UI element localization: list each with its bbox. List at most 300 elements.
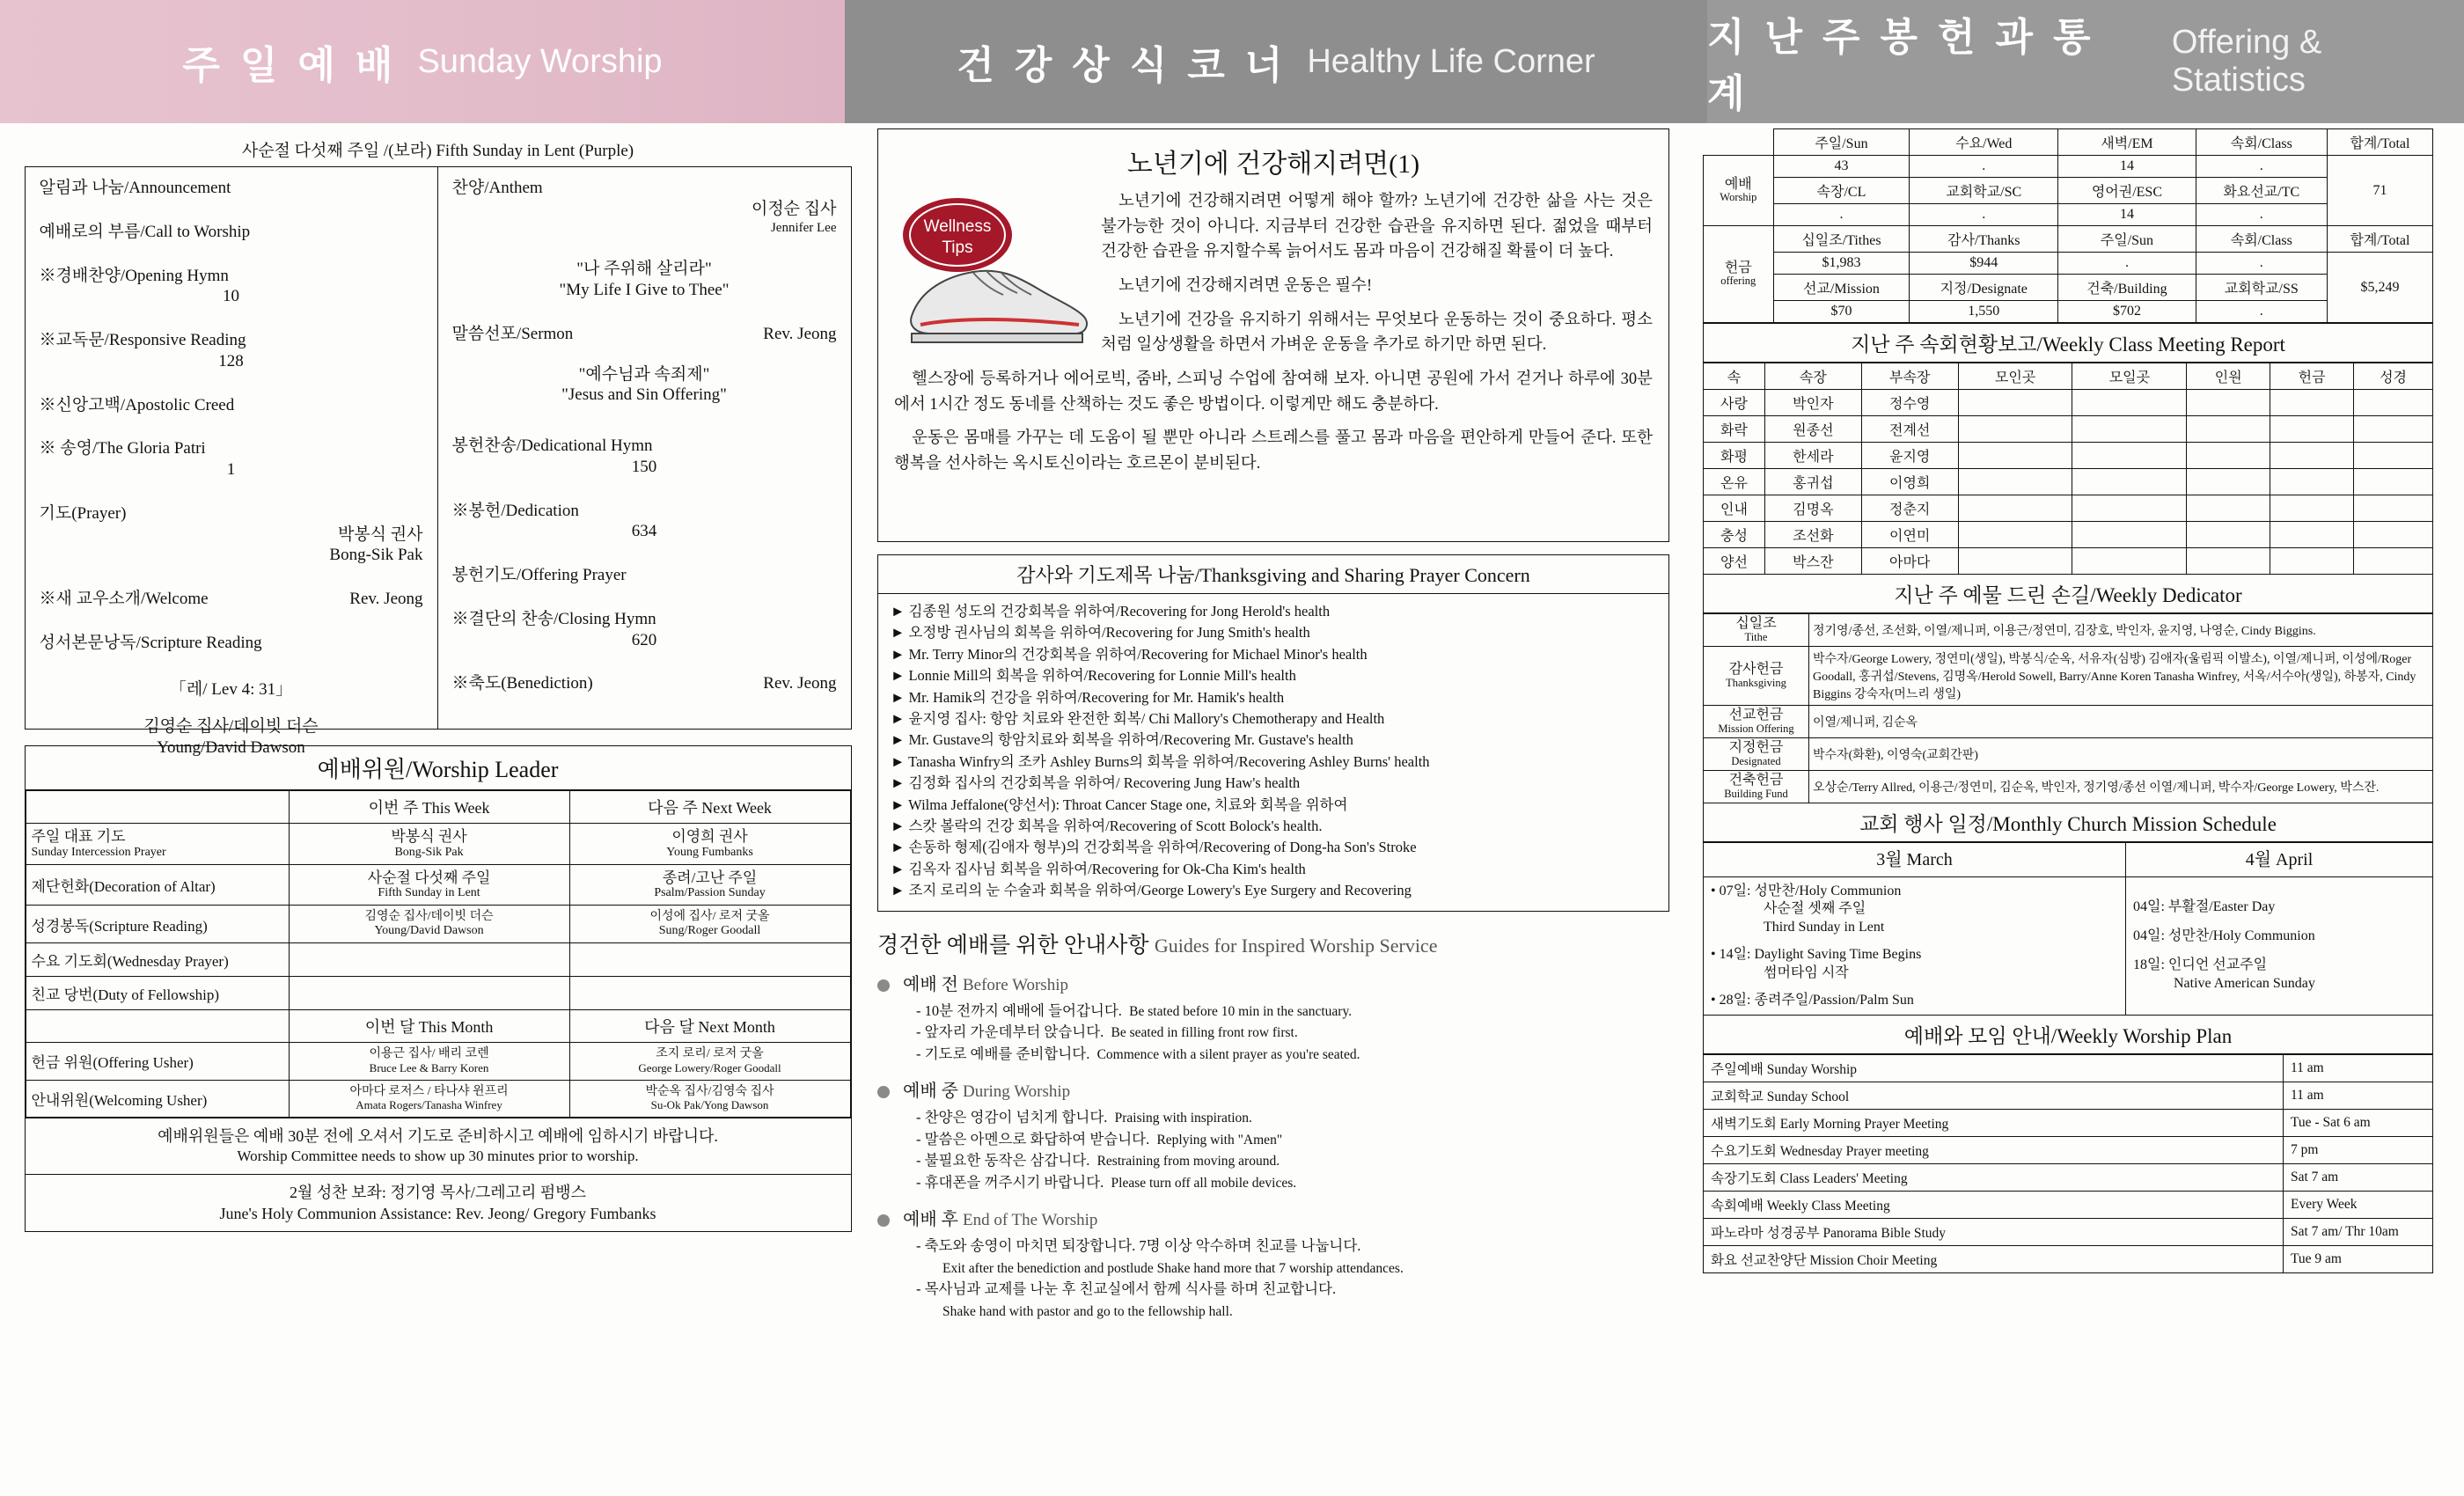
class-leader: 박인자 (1764, 390, 1861, 416)
header-band-offering-statistics (1707, 0, 2464, 123)
wellness-badge-line1: Wellness (923, 217, 992, 236)
order-item (40, 438, 423, 480)
order-item-title: 찬양/Anthem (451, 179, 543, 197)
table-row (1704, 1082, 2433, 1110)
row-label: 제단헌화(Decoration of Altar) (26, 864, 289, 906)
class-leader: 김명옥 (1764, 495, 1861, 522)
triangle-bullet-icon: ► (891, 796, 906, 813)
plan-time: Tue - Sat 6 am (2284, 1110, 2433, 1137)
worship-wed: . (1910, 156, 2058, 178)
order-item-title: 알림과 나눔/Announcement (39, 179, 231, 197)
sublabel-en: Fifth Sunday in Lent (Purple) (436, 142, 634, 160)
order-of-worship (25, 166, 852, 757)
table-row (1704, 1219, 2433, 1246)
list-item: ► Mr. Terry Minor의 건강회복을 위하여/Recovering for Michael Minor's health (891, 645, 1368, 663)
class-vice: 아마다 (1861, 548, 1958, 575)
dedicators-title: 지난 주 예물 드린 손길/Weekly Dedicator (1703, 575, 2433, 613)
mission-schedule-title: 교회 행사 일정/Monthly Church Mission Schedule (1703, 803, 2433, 842)
order-item (40, 633, 423, 759)
off-sub-ss: 교회학교/SS (2196, 275, 2327, 301)
guide-section (877, 1205, 1694, 1323)
guide-section-en: Before Worship (962, 975, 1068, 994)
off-sub-designate: 지정/Designate (1910, 275, 2058, 301)
row-label: 친교 당번(Duty of Fellowship) (26, 977, 289, 1010)
note-kr: 예배위원들은 예배 30분 전에 오셔서 기도로 준비하시고 예배에 임하시기 바랍니다. (158, 1126, 718, 1145)
triangle-bullet-icon: ► (891, 667, 906, 685)
guide-line: Exit after the benediction and postlude Shake hand more that 7 worship attendances. (942, 1260, 1404, 1276)
list-item: ► 손동하 형제(김애자 형부)의 건강회복을 위하여/Recovering of Dong-ha Son's Stroke (891, 839, 1417, 856)
sublabel-kr: 사순절 다섯째 주일 /(보라) (241, 142, 432, 160)
guide-line: - 찬양은 영감이 넘치게 합니다. Praising with inspiration. (916, 1108, 1252, 1126)
guide-line: - 앞자리 가운데부터 앉습니다. Be seated in filling front row first. (916, 1023, 1298, 1041)
offering-row-label: 헌금 offering (1704, 226, 1774, 323)
guide-section (877, 970, 1694, 1066)
worship-cl-val: . (1773, 204, 1910, 226)
ch-count: 인원 (2187, 363, 2270, 390)
table-row (26, 824, 850, 865)
order-item-title: ※교독문/Responsive Reading (39, 331, 246, 349)
wellness-title: 노년기에 건강해지려면(1) (1126, 150, 1420, 179)
schedule-item: 04일: 부활절/Easter Day (2133, 899, 2276, 915)
row-this-month: 이용근 집사/ 배리 코렌 Bruce Lee & Barry Koren (289, 1043, 569, 1080)
ch-bible: 성경 (2354, 363, 2433, 390)
guide-line: - 축도와 송영이 마치면 퇴장합니다. 7명 이상 악수하며 친교를 나눕니다. (916, 1236, 1361, 1254)
benediction-leader: Rev. Jeong (763, 674, 837, 693)
month-april: 4월 April (2126, 842, 2433, 876)
worship-plan-title: 예배와 모임 안내/Weekly Worship Plan (1703, 1016, 2433, 1054)
triangle-bullet-icon: ► (891, 624, 906, 642)
wellness-paragraph: 운동은 몸매를 가꾸는 데 도움이 될 뿐만 아니라 스트레스를 풀고 몸과 마음을 편안하게 만들어 준다. 또한 행복을 선사하는 옥시토신이라는 호르몬이 분비된다. (894, 429, 1653, 473)
april-items (2126, 876, 2433, 1016)
row-next-week: 종려/고난 주일 Psalm/Passion Sunday (569, 864, 850, 906)
communion-assistance-note (25, 1175, 852, 1233)
monthly-mission-schedule-table (1703, 842, 2433, 1016)
triangle-bullet-icon: ► (891, 710, 906, 728)
page-header (0, 0, 2464, 123)
class-name: 인내 (1704, 495, 1765, 522)
order-item (40, 503, 423, 566)
row-next-week (569, 977, 850, 1010)
header-mid-title-kr: 건 강 상 식 코 너 (957, 44, 1288, 87)
order-right-half (438, 167, 851, 729)
weekly-worship-plan-table (1703, 1054, 2433, 1273)
guide-line: - 말씀은 아멘으로 화답하여 받습니다. Replying with "Amen" (916, 1130, 1283, 1148)
order-item-title: 예배로의 부름/Call to Worship (39, 222, 251, 241)
hymn-number: 10 (223, 287, 239, 306)
right-column (1694, 128, 2438, 1323)
table-row (1704, 548, 2433, 575)
col-em: 새벽/EM (2058, 129, 2196, 156)
table-header-row (26, 791, 850, 824)
dedicator-category: 지정헌금 Designated (1704, 737, 1809, 770)
dot-bullet-icon (877, 1086, 890, 1098)
header-band-sunday-worship (0, 0, 845, 123)
order-item-title: 말씀선포/Sermon (451, 324, 574, 343)
ch-class: 속 (1704, 363, 1765, 390)
list-item: ► Mr. Hamik의 건강을 위하여/Recovering for Mr. Hamik's health (891, 688, 1285, 706)
schedule-item: 18일: 인디언 선교주일 Native American Sunday (2133, 957, 2315, 991)
dedicator-names: 박수자(화환), 이영숙(교회간판) (1809, 737, 2433, 770)
worship-class: . (2196, 156, 2327, 178)
plan-name: 속장기도회 Class Leaders' Meeting (1704, 1164, 2284, 1192)
worship-sun: 43 (1773, 156, 1910, 178)
worship-esc-val: 14 (2058, 204, 2196, 226)
worship-tc-val: . (2196, 204, 2327, 226)
table-row (1704, 770, 2433, 803)
guide-section-kr: 예배 후 (903, 1209, 958, 1229)
list-item: ► Lonnie Mill의 회복을 위하여/Recovering for Lonnie Mill's health (891, 667, 1296, 685)
plan-name: 속회예배 Weekly Class Meeting (1704, 1192, 2284, 1219)
plan-time: 11 am (2284, 1082, 2433, 1110)
table-row (1704, 443, 2433, 469)
header-next-month: 다음 달 Next Month (569, 1010, 850, 1043)
triangle-bullet-icon: ► (891, 752, 906, 770)
ch-next: 모일곳 (2072, 363, 2187, 390)
order-item (452, 501, 837, 543)
middle-column (867, 128, 1694, 1323)
table-header-row (1704, 129, 2433, 156)
anthem-title-en: "My Life I Give to Thee" (559, 281, 730, 299)
offering-total: $5,249 (2327, 253, 2432, 323)
guide-section-en: End of The Worship (962, 1210, 1098, 1229)
worship-sub-cl: 속장/CL (1773, 178, 1910, 204)
prayer-head-en: /Thanksgiving and Sharing Prayer Concern (1194, 564, 1530, 586)
list-item: ► Mr. Gustave의 항암치료와 회복을 위하여/Recovering Mr. Gustave's health (891, 731, 1353, 749)
table-row (1704, 737, 2433, 770)
table-row (1704, 390, 2433, 416)
ch-met: 모인곳 (1958, 363, 2072, 390)
class-leader: 홍귀섭 (1764, 469, 1861, 495)
triangle-bullet-icon: ► (891, 645, 906, 663)
table-row (26, 977, 850, 1010)
col-sun: 주일/Sun (1773, 129, 1910, 156)
row-next-month: 조지 로리/ 로저 굿올 George Lowery/Roger Goodall (569, 1043, 850, 1080)
header-mid-title-en: Healthy Life Corner (1307, 42, 1595, 80)
order-item (40, 178, 423, 199)
note-en: Worship Committee needs to show up 30 minutes prior to worship. (237, 1147, 639, 1164)
class-vice: 이영희 (1861, 469, 1958, 495)
list-item: ► 스캇 볼락의 건강 회복을 위하여/Recovering of Scott Bolock's health. (891, 818, 1323, 835)
header-next-week: 다음 주 Next Week (569, 791, 850, 824)
list-item: ► Wilma Jeffalone(양선서): Throat Cancer Stage one, 치료와 회복을 위하여 (891, 796, 1348, 813)
class-name: 양선 (1704, 548, 1765, 575)
table-row (26, 1043, 850, 1080)
weekly-dedicator-table (1703, 613, 2433, 803)
wellness-badge-line2: Tips (942, 238, 973, 257)
plan-time: 11 am (2284, 1055, 2433, 1082)
worship-em: 14 (2058, 156, 2196, 178)
order-item-title: ※봉헌/Dedication (451, 501, 579, 520)
guide-line: - 기도로 예배를 준비합니다. Commence with a silent prayer as you're seated. (916, 1045, 1360, 1063)
col-total: 합계/Total (2327, 129, 2432, 156)
prayer-leader-kr: 박봉식 권사 (337, 524, 423, 544)
row-next-month: 박순옥 집사/김영숙 집사 Su-Ok Pak/Yong Dawson (569, 1080, 850, 1117)
class-meeting-report-table (1703, 363, 2433, 575)
closing-hymn-number: 620 (631, 630, 657, 649)
prayer-head-kr: 감사와 기도제목 나눔 (1016, 564, 1195, 586)
table-row (1704, 416, 2433, 443)
order-item-title: ※축도(Benediction) (451, 674, 593, 693)
dedicator-names: 박수자/George Lowery, 정연미(생일), 박봉식/순옥, 서유자(심방) 김애자(울림픽 이발소), 이열/제니퍼, 이성에/Roger Goodall, 홍귀섭/Stevens, 김명옥/Herold Sowell, Barry/Anne Koren Tanasha Winfrey, 서옥/서수아(생일), 하봉자, Cindy Biggins 강숙자(머느리 생일) (1809, 646, 2433, 705)
anthem-title-kr: "나 주위해 살리라" (576, 260, 712, 279)
row-label: 성경봉독(Scripture Reading) (26, 906, 289, 943)
order-item-title: 봉헌기도/Offering Prayer (451, 566, 627, 584)
prayer-box-header (878, 555, 1668, 594)
dot-bullet-icon (877, 979, 890, 992)
worship-sub-sc: 교회학교/SC (1910, 178, 2058, 204)
plan-time: 7 pm (2284, 1137, 2433, 1164)
row-this-month: 아마다 로저스 / 타나샤 윈프리 Amata Rogers/Tanasha Winfrey (289, 1080, 569, 1117)
table-row (1704, 469, 2433, 495)
order-item-title: 봉헌찬송/Dedicational Hymn (451, 436, 653, 455)
table-row (1704, 178, 2433, 204)
row-label: 안내위원(Welcoming Usher) (26, 1080, 289, 1117)
guide-line: - 휴대폰을 꺼주시기 바랍니다. Please turn off all mobile devices. (916, 1174, 1297, 1192)
off-building-val: $702 (2058, 301, 2196, 323)
off-thanks: $944 (1910, 253, 2058, 275)
order-item-title: ※새 교우소개/Welcome (39, 590, 209, 608)
order-item-title: ※경배찬양/Opening Hymn (39, 266, 229, 285)
order-item (40, 589, 423, 610)
table-row (1704, 614, 2433, 647)
wellness-paragraph: 노년기에 건강해지려면 어떻게 해야 할까? 노년기에 건강한 삶을 사는 것은 불가능한 것이 아니다. 지금부터 건강한 습관을 유지하면 된다. 젊었을 때부터 건강한 습관을 유지할수록 늙어서도 몸과 마음이 건강해질 확률이 더 높다. (1101, 193, 1653, 261)
off-col-tithes: 십일조/Tithes (1773, 226, 1910, 253)
class-name: 온유 (1704, 469, 1765, 495)
dedicator-names: 정기영/종선, 조선화, 이열/제니퍼, 이용근/정연미, 김장호, 박인자, 윤지영, 나영순, Cindy Biggins. (1809, 614, 2433, 647)
dedicator-names: 오상순/Terry Allred, 이용근/정연미, 김순옥, 박인자, 정기영/종선 이열/제니퍼, 박수자/George Lowery, 박스잔. (1809, 770, 2433, 803)
schedule-item: • 07일: 성만찬/Holy Communion 사순절 셋째 주일 Third Sunday in Lent (1711, 883, 1902, 935)
row-label: 헌금 위원(Offering Usher) (26, 1043, 289, 1080)
order-item (452, 324, 837, 406)
dedication-number: 634 (631, 522, 657, 541)
table-row (1704, 156, 2433, 178)
march-items (1704, 876, 2126, 1016)
list-item: ► 김정화 집사의 건강회복을 위하여/ Recovering Jung Haw's health (891, 774, 1301, 792)
dedicator-category: 건축헌금 Building Fund (1704, 770, 1809, 803)
header-right-title-en: Offering & Statistics (2171, 24, 2322, 99)
empty-header-cell (26, 1010, 289, 1043)
row-next-week: 이성에 집사/ 로저 굿올 Sung/Roger Goodall (569, 906, 850, 943)
order-item (452, 565, 837, 586)
col-wed: 수요/Wed (1910, 129, 2058, 156)
class-name: 화락 (1704, 416, 1765, 443)
triangle-bullet-icon: ► (891, 818, 906, 835)
order-item (452, 178, 837, 236)
anthem-singer-en: Jennifer Lee (770, 220, 837, 235)
class-report-title: 지난 주 속회현황보고/Weekly Class Meeting Report (1703, 323, 2433, 363)
prayer-leader-en: Bong-Sik Pak (329, 546, 423, 565)
table-row (26, 943, 850, 977)
anthem-singer-kr: 이정순 집사 (751, 199, 837, 218)
table-row (1704, 1137, 2433, 1164)
table-row (26, 864, 850, 906)
table-row (1704, 301, 2433, 323)
class-vice: 윤지영 (1861, 443, 1958, 469)
scripture-reader-kr: 김영순 집사/데이빗 더슨 (143, 717, 319, 736)
table-row (1704, 253, 2433, 275)
row-this-week (289, 977, 569, 1010)
row-label: 주일 대표 기도 Sunday Intercession Prayer (26, 824, 289, 865)
dedicational-hymn-number: 150 (631, 457, 657, 476)
gloria-number: 1 (226, 460, 236, 479)
worship-leader-caption: 예배위원/Worship Leader (26, 746, 851, 790)
order-item-title: ※ 송영/The Gloria Patri (39, 439, 206, 458)
class-leader: 한세라 (1764, 443, 1861, 469)
header-this-month: 이번 달 This Month (289, 1010, 569, 1043)
guides-title-kr: 경건한 예배를 위한 안내사항 (877, 933, 1149, 957)
class-vice: 전계선 (1861, 416, 1958, 443)
schedule-item: • 28일: 종려주일/Passion/Palm Sun (1711, 992, 1914, 1008)
prayer-concerns-box (877, 554, 1669, 912)
list-item: ► 윤지영 집사: 항암 치료와 완전한 회복/ Chi Mallory's Chemotherapy and Health (891, 710, 1385, 728)
wellness-paragraph: 노년기에 건강을 유지하기 위해서는 무엇보다 운동하는 것이 중요하다. 평소처럼 일상생활을 하면서 가벼운 운동을 추가로 하기만 하면 된다. (1101, 311, 1653, 355)
triangle-bullet-icon: ► (891, 839, 906, 856)
worship-sub-tc: 화요선교/TC (2196, 178, 2327, 204)
table-row (1704, 1055, 2433, 1082)
scripture-reference: 「레/ Lev 4: 31」 (169, 680, 293, 700)
plan-name: 주일예배 Sunday Worship (1704, 1055, 2284, 1082)
plan-name: 새벽기도회 Early Morning Prayer Meeting (1704, 1110, 2284, 1137)
class-vice: 정수영 (1861, 390, 1958, 416)
dedicator-names: 이열/제니퍼, 김순옥 (1809, 705, 2433, 737)
off-designate-val: 1,550 (1910, 301, 2058, 323)
header-this-week: 이번 주 This Week (289, 791, 569, 824)
list-item: ► 김옥자 집사님 회복을 위하여/Recovering for Ok-Cha Kim's health (891, 860, 1306, 877)
order-item-title: ※결단의 찬송/Closing Hymn (451, 609, 656, 628)
note2-kr: 2월 성찬 보좌: 정기영 목사/그레고리 펌뱅스 (289, 1183, 587, 1201)
plan-time: Every Week (2284, 1192, 2433, 1219)
dedicator-category: 선교헌금 Mission Offering (1704, 705, 1809, 737)
guide-section-kr: 예배 중 (903, 1081, 958, 1101)
off-tithes: $1,983 (1773, 253, 1910, 275)
table-row (1704, 522, 2433, 548)
worship-total: 71 (2327, 156, 2432, 226)
row-label: 수요 기도회(Wednesday Prayer) (26, 943, 289, 977)
row-this-week: 박봉식 권사 Bong-Sik Pak (289, 824, 569, 865)
offering-statistics-table (1703, 128, 2433, 323)
list-item: ► 조지 로리의 눈 수술과 회복을 위하여/George Lowery's Eye Surgery and Recovering (891, 882, 1412, 899)
plan-time: Sat 7 am/ Thr 10am (2284, 1219, 2433, 1246)
row-this-week: 김영순 집사/데이빗 더슨 Young/David Dawson (289, 906, 569, 943)
order-item (40, 395, 423, 416)
order-item-title: ※신앙고백/Apostolic Creed (39, 395, 235, 414)
worship-row-label: 예배 Worship (1704, 156, 1774, 226)
off-sun: . (2058, 253, 2196, 275)
left-column (9, 128, 867, 1323)
guide-line: - 불필요한 동작은 삼갑니다. Restraining from moving around. (916, 1152, 1280, 1170)
order-item (40, 330, 423, 372)
off-col-sun: 주일/Sun (2058, 226, 2196, 253)
order-item-title: 성서본문낭독/Scripture Reading (39, 633, 262, 652)
ch-vice: 부속장 (1861, 363, 1958, 390)
worship-committee-note (25, 1118, 852, 1175)
sermon-title-en: "Jesus and Sin Offering" (561, 385, 727, 405)
guide-line: - 10분 전까지 예배에 들어갑니다. Be stated before 10 min in the sanctuary. (916, 1001, 1353, 1019)
table-header-row (1704, 363, 2433, 390)
table-row (1704, 275, 2433, 301)
plan-name: 수요기도회 Wednesday Prayer meeting (1704, 1137, 2284, 1164)
class-name: 충성 (1704, 522, 1765, 548)
plan-time: Sat 7 am (2284, 1164, 2433, 1192)
guide-section (877, 1076, 1694, 1194)
guide-line: Shake hand with pastor and go to the fellowship hall. (942, 1304, 1233, 1320)
table-row (26, 1080, 850, 1117)
triangle-bullet-icon: ► (891, 860, 906, 877)
liturgical-sublabel (9, 137, 867, 161)
table-row (1704, 876, 2433, 1016)
wellness-article (877, 128, 1669, 542)
table-row (26, 906, 850, 943)
table-header-row (1704, 842, 2433, 876)
wellness-illustration (894, 184, 1101, 360)
ch-offering: 헌금 (2270, 363, 2354, 390)
table-row (1704, 1192, 2433, 1219)
ch-leader: 속장 (1764, 363, 1861, 390)
order-item (452, 609, 837, 651)
dot-bullet-icon (877, 1214, 890, 1227)
order-item (452, 436, 837, 478)
scripture-reader-en: Young/David Dawson (157, 737, 305, 757)
table-header-row (26, 1010, 850, 1043)
guide-section-kr: 예배 전 (903, 974, 958, 994)
triangle-bullet-icon: ► (891, 603, 906, 620)
welcome-leader: Rev. Jeong (349, 589, 423, 608)
schedule-item: 04일: 성만찬/Holy Communion (2133, 928, 2315, 944)
guide-line: - 목사님과 교제를 나눈 후 친교실에서 함께 식사를 하며 친교합니다. (916, 1280, 1337, 1298)
sermon-title-kr: "예수님과 속죄제" (578, 364, 710, 384)
guides-title-en: Guides for Inspired Worship Service (1154, 934, 1438, 957)
running-shoe-icon (894, 184, 1101, 360)
table-row (1704, 705, 2433, 737)
header-right-title-kr: 지 난 주 봉 헌 과 통 계 (1707, 16, 2096, 115)
class-vice: 이연미 (1861, 522, 1958, 548)
class-leader: 조선화 (1764, 522, 1861, 548)
list-item: ► Tanasha Winfry의 조카 Ashley Burns의 회복을 위하여/Recovering Ashley Burns' health (891, 752, 1430, 770)
table-row (1704, 204, 2433, 226)
plan-time: Tue 9 am (2284, 1246, 2433, 1273)
off-mission-val: $70 (1773, 301, 1910, 323)
table-row (1704, 1164, 2433, 1192)
plan-name: 화요 선교찬양단 Mission Choir Meeting (1704, 1246, 2284, 1273)
class-leader: 박스잔 (1764, 548, 1861, 575)
class-name: 화평 (1704, 443, 1765, 469)
off-col-total: 합계/Total (2327, 226, 2432, 253)
off-sub-mission: 선교/Mission (1773, 275, 1910, 301)
off-col-class: 속회/Class (2196, 226, 2327, 253)
month-march: 3월 March (1704, 842, 2126, 876)
prayer-list (878, 594, 1668, 911)
table-row (1704, 1110, 2433, 1137)
triangle-bullet-icon: ► (891, 882, 906, 899)
table-header-row (1704, 226, 2433, 253)
guides-title (877, 928, 1694, 959)
class-vice: 정춘지 (1861, 495, 1958, 522)
order-item (40, 266, 423, 308)
order-item (452, 259, 837, 301)
plan-name: 파노라마 성경공부 Panorama Bible Study (1704, 1219, 2284, 1246)
list-item: ► 오정방 권사님의 회복을 위하여/Recovering for Jung Smith's health (891, 624, 1310, 642)
note2-en: June's Holy Communion Assistance: Rev. Jeong/ Gregory Fumbanks (219, 1205, 656, 1223)
dedicator-category: 감사헌금 Thanksgiving (1704, 646, 1809, 705)
table-row (1704, 1246, 2433, 1273)
order-left-half (26, 167, 438, 757)
col-class: 속회/Class (2196, 129, 2327, 156)
class-name: 사랑 (1704, 390, 1765, 416)
row-this-week (289, 943, 569, 977)
wellness-paragraph: 노년기에 건강해지려면 운동은 필수! (1118, 277, 1373, 296)
plan-name: 교회학교 Sunday School (1704, 1082, 2284, 1110)
worship-leader-table (25, 745, 852, 1118)
